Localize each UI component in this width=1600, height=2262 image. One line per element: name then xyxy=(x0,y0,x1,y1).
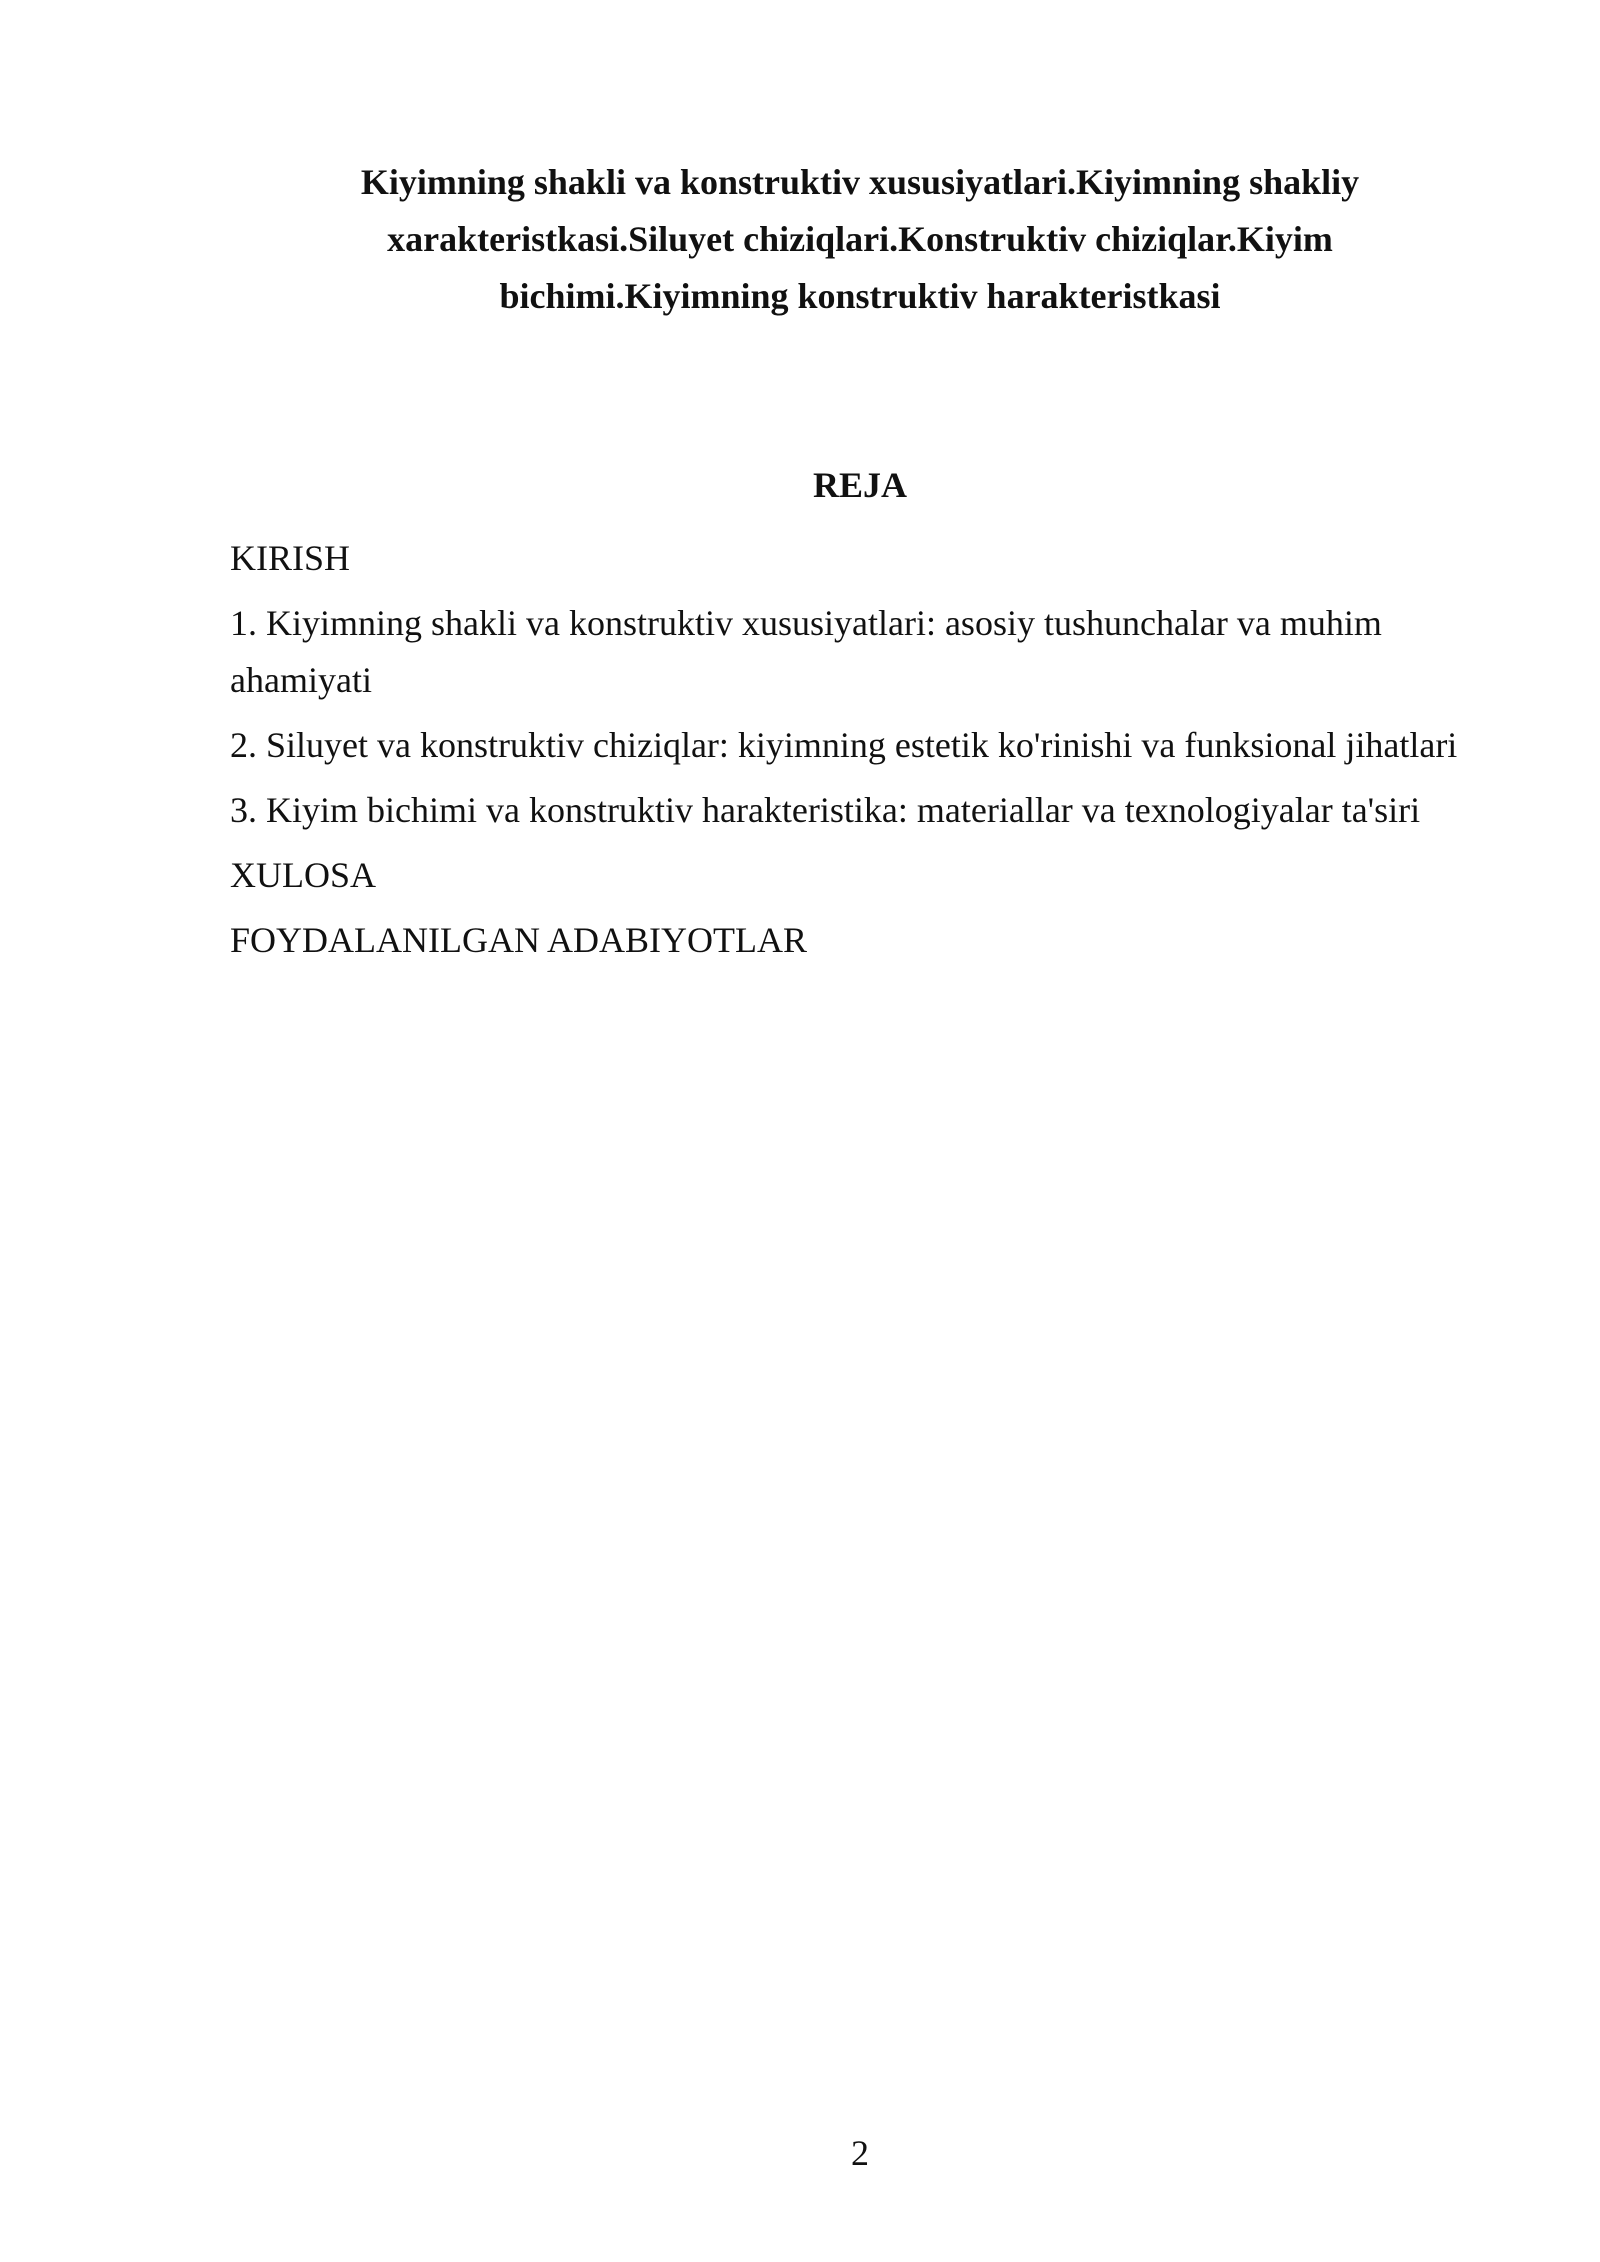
title-line-2: xarakteristkasi.Siluyet chiziqlari.Konstruktiv chiziqlar.Kiyim xyxy=(387,219,1333,259)
document-title xyxy=(300,154,1420,325)
plan-item-introduction: KIRISH xyxy=(230,538,351,578)
plan-item-2: 2. Siluyet va konstruktiv chiziqlar: kiyimning estetik ko'rinishi va funksional jihatlari xyxy=(230,725,1458,765)
title-line-3: bichimi.Kiyimning konstruktiv harakteristkasi xyxy=(499,276,1221,316)
plan-list xyxy=(230,530,1490,977)
plan-item-1: 1. Kiyimning shakli va konstruktiv xususiyatlari: asosiy tushunchalar va muhim ahamiyati xyxy=(230,603,1382,700)
plan-item-references: FOYDALANILGAN ADABIYOTLAR xyxy=(230,920,807,960)
title-line-1: Kiyimning shakli va konstruktiv xususiyatlari.Kiyimning shakliy xyxy=(360,162,1360,202)
page-number: 2 xyxy=(851,2133,869,2173)
plan-item-conclusion: XULOSA xyxy=(230,855,377,895)
plan-heading: REJA xyxy=(812,465,907,505)
plan-item-3: 3. Kiyim bichimi va konstruktiv harakteristika: materiallar va texnologiyalar ta'siri xyxy=(230,790,1421,830)
